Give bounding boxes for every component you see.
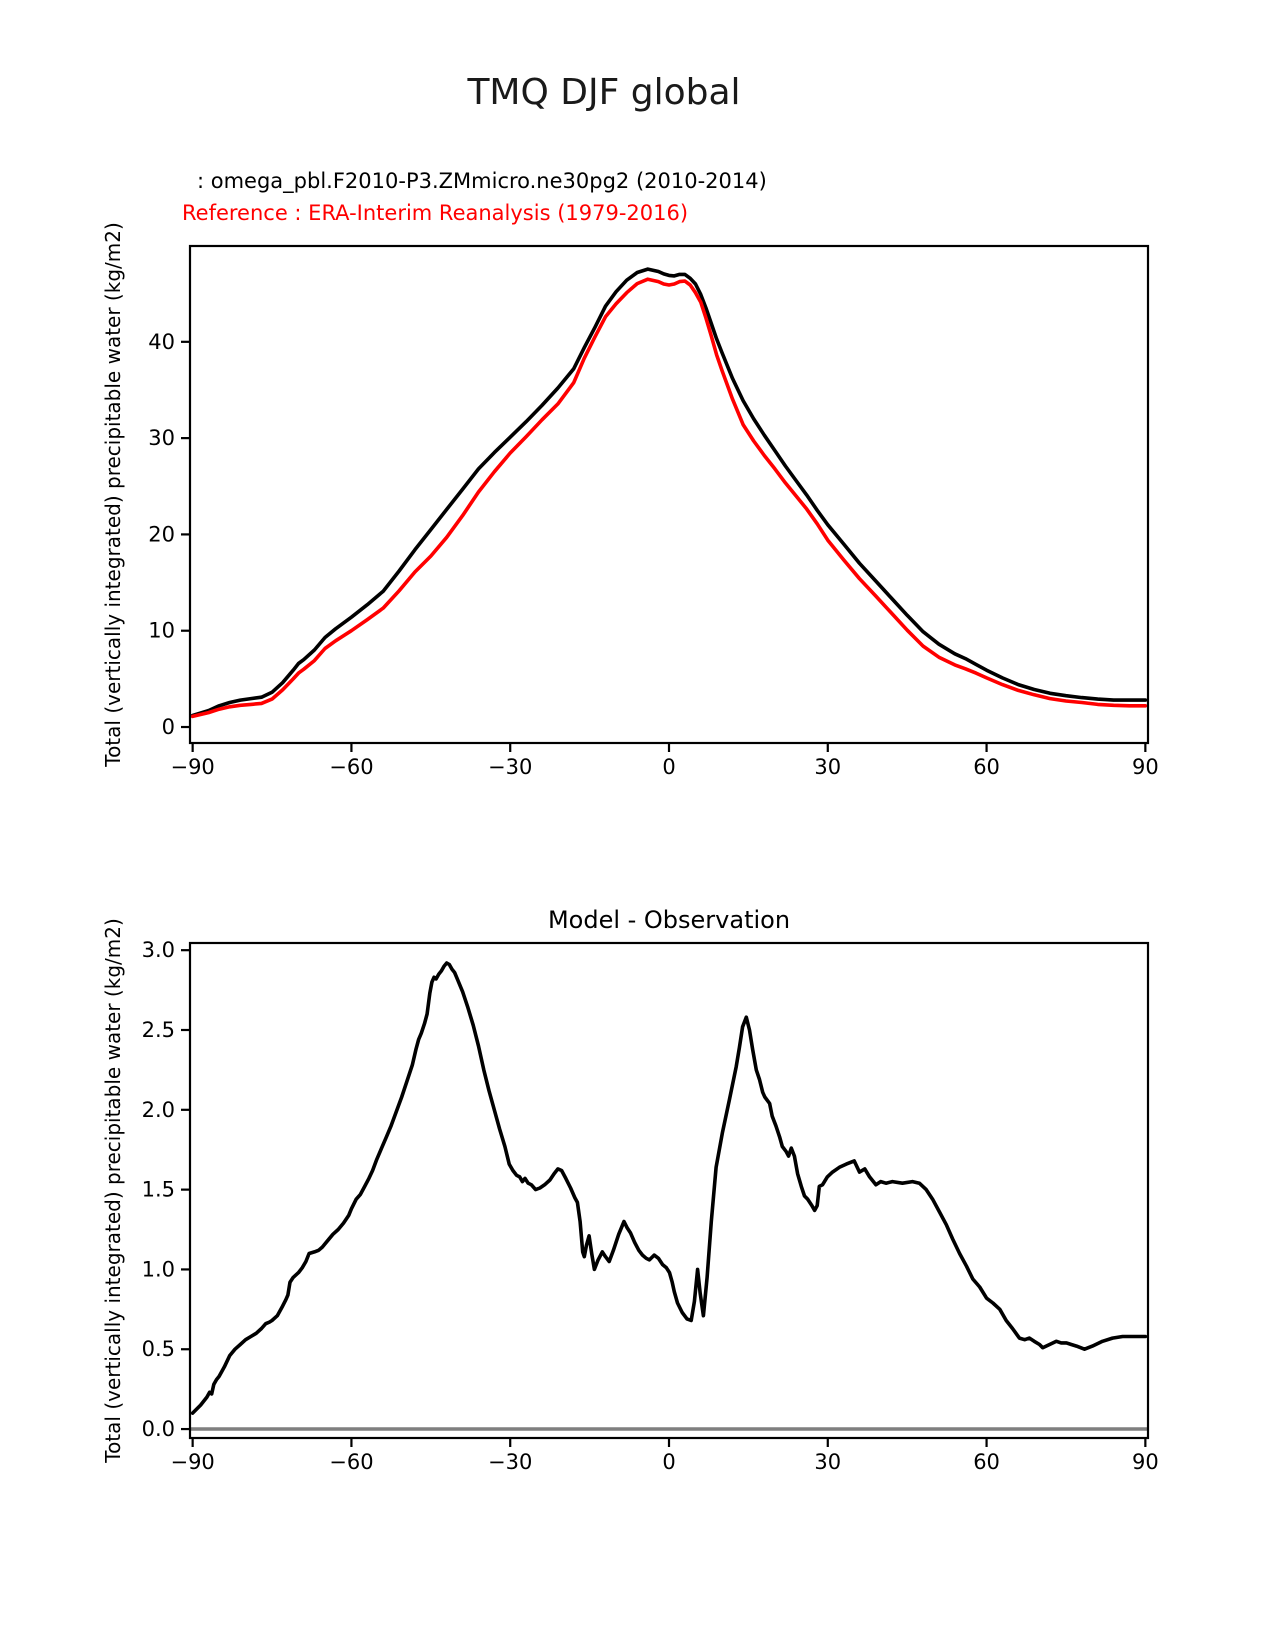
x-tick-label: −30: [488, 1450, 533, 1475]
bottom-plot: [101, 906, 1159, 1474]
y-tick-label: 0: [161, 715, 175, 740]
x-tick-label: 90: [1131, 755, 1159, 780]
x-tick-label: −90: [170, 1450, 215, 1475]
y-tick-label: 2.5: [141, 1017, 175, 1042]
y-tick-label: 0.0: [141, 1417, 175, 1442]
y-tick-label: 10: [148, 618, 175, 643]
top-plot-frame: [190, 246, 1148, 743]
x-tick-label: 60: [973, 1450, 1000, 1475]
y-tick-label: 1.5: [141, 1177, 175, 1202]
y-axis-label: Total (vertically integrated) precipitable water (kg/m2): [101, 222, 125, 767]
y-tick-label: 20: [148, 522, 175, 547]
top-plot: [101, 222, 1159, 779]
x-tick-label: 30: [814, 1450, 842, 1475]
model-curve: [193, 269, 1146, 715]
x-tick-label: 0: [662, 1450, 676, 1475]
x-tick-label: −90: [170, 755, 215, 780]
y-tick-label: 0.5: [141, 1337, 175, 1362]
legend-entry-model: : omega_pbl.F2010-P3.ZMmicro.ne30pg2 (2010-2014): [197, 169, 767, 193]
x-tick-label: −60: [329, 755, 374, 780]
x-tick-label: −60: [329, 1450, 374, 1475]
y-tick-label: 40: [148, 329, 175, 354]
legend-entry-reference: Reference : ERA-Interim Reanalysis (1979-2016): [182, 201, 689, 225]
difference-curve: [193, 963, 1146, 1413]
bottom-plot-frame: [190, 943, 1148, 1438]
x-tick-label: 0: [662, 755, 676, 780]
x-tick-label: 60: [973, 755, 1000, 780]
x-tick-label: 30: [814, 755, 842, 780]
figure-title: TMQ DJF global: [467, 72, 741, 113]
y-tick-label: 3.0: [141, 938, 175, 963]
y-tick-label: 1.0: [141, 1257, 175, 1282]
reference-curve: [193, 279, 1146, 716]
y-axis-label: Total (vertically integrated) precipitable water (kg/m2): [101, 918, 125, 1463]
y-tick-label: 30: [148, 426, 175, 451]
x-tick-label: −30: [488, 755, 533, 780]
y-tick-label: 2.0: [141, 1097, 175, 1122]
x-tick-label: 90: [1131, 1450, 1159, 1475]
subplot-title: Model - Observation: [547, 906, 791, 934]
